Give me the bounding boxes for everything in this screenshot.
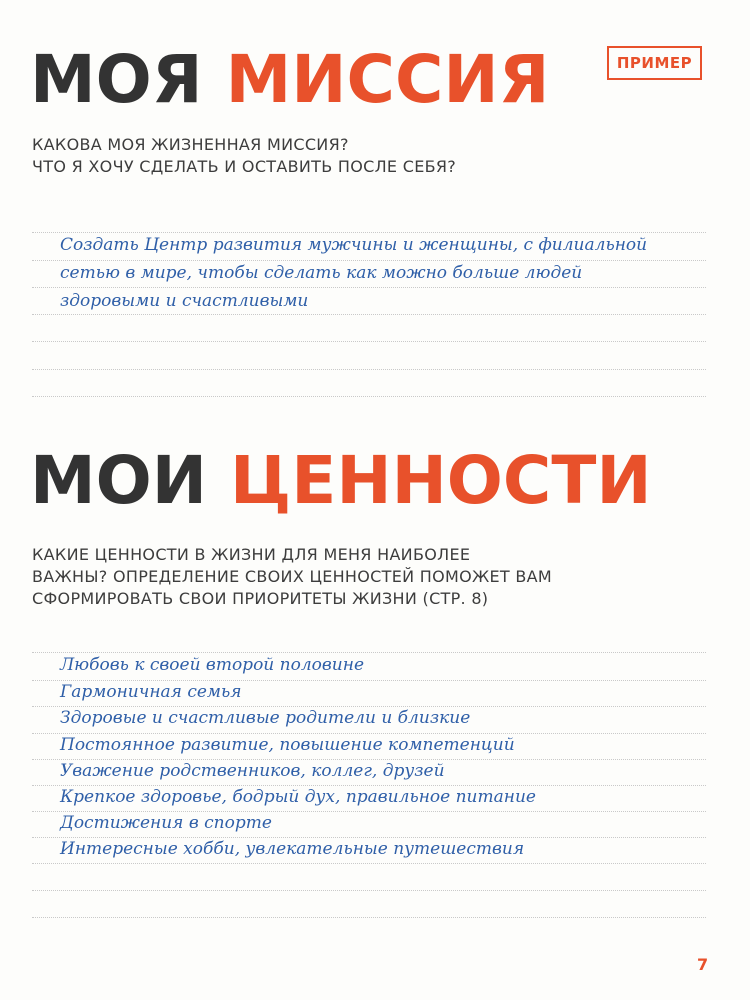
ruled-line (32, 680, 706, 681)
ruled-line (32, 811, 706, 812)
values-answer-line: Постоянное развитие, повышение компетенций (60, 735, 515, 755)
mission-heading (30, 41, 550, 118)
ruled-line (32, 863, 706, 864)
ruled-line (32, 369, 706, 370)
ruled-line (32, 733, 706, 734)
page-number: 7 (697, 955, 709, 974)
values-answer-line: Гармоничная семья (60, 682, 242, 702)
values-answer-line: Уважение родственников, коллег, друзей (60, 761, 445, 781)
ruled-line (32, 837, 706, 838)
values-answer-line: Достижения в спорте (60, 813, 272, 833)
values-question (32, 544, 552, 610)
ruled-line (32, 890, 706, 891)
ruled-line (32, 260, 706, 261)
values-answer-line: Здоровые и счастливые родители и близкие (60, 708, 471, 728)
values-question-line: КАКИЕ ЦЕННОСТИ В ЖИЗНИ ДЛЯ МЕНЯ НАИБОЛЕЕ (32, 545, 471, 564)
values-heading (30, 442, 652, 519)
values-answer-line: Любовь к своей второй половине (60, 655, 364, 675)
mission-answer-line: здоровыми и счастливыми (60, 291, 309, 311)
ruled-line (32, 917, 706, 918)
mission-heading-accent: МИССИЯ (225, 41, 550, 118)
example-badge: ПРИМЕР (607, 46, 702, 80)
mission-answer-line: Создать Центр развития мужчины и женщины, с филиальной (60, 235, 648, 255)
ruled-line (32, 759, 706, 760)
values-heading-accent: ЦЕННОСТИ (230, 442, 652, 519)
ruled-line (32, 314, 706, 315)
mission-question (32, 134, 456, 178)
values-question-line: ВАЖНЫ? ОПРЕДЕЛЕНИЕ СВОИХ ЦЕННОСТЕЙ ПОМОЖЕТ ВАМ (32, 567, 553, 586)
mission-question-line: ЧТО Я ХОЧУ СДЕЛАТЬ И ОСТАВИТЬ ПОСЛЕ СЕБЯ? (32, 157, 457, 176)
values-answer-line: Крепкое здоровье, бодрый дух, правильное питание (60, 787, 536, 807)
ruled-line (32, 287, 706, 288)
ruled-line (32, 706, 706, 707)
ruled-line (32, 652, 706, 653)
mission-answer-line: сетью в мире, чтобы сделать как можно больше людей (60, 263, 583, 283)
ruled-line (32, 785, 706, 786)
mission-question-line: КАКОВА МОЯ ЖИЗНЕННАЯ МИССИЯ? (32, 135, 349, 154)
values-answer-line: Интересные хобби, увлекательные путешествия (60, 839, 525, 859)
ruled-line (32, 396, 706, 397)
ruled-line (32, 341, 706, 342)
values-question-line: СФОРМИРОВАТЬ СВОИ ПРИОРИТЕТЫ ЖИЗНИ (СТР. 8) (32, 589, 489, 608)
mission-heading-dark: МОЯ (30, 41, 203, 118)
values-heading-dark: МОИ (30, 442, 208, 519)
ruled-line (32, 232, 706, 233)
